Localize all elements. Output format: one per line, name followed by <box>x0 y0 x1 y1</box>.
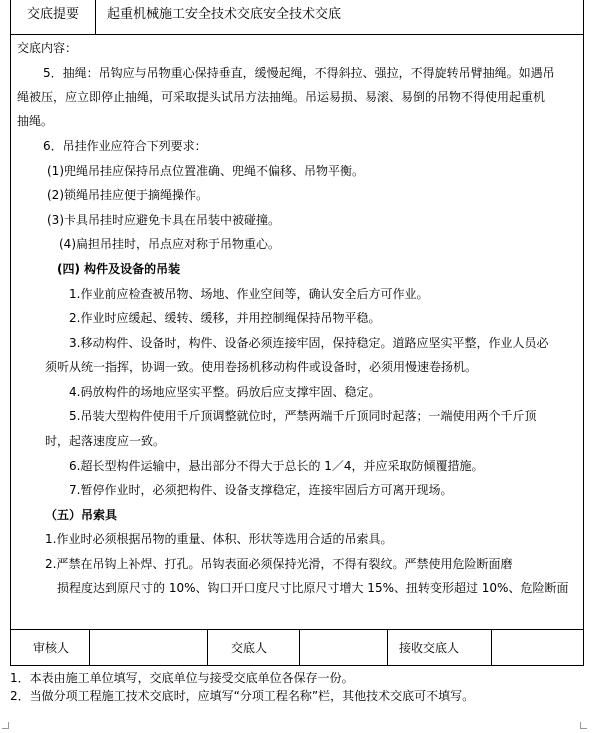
summary-title: 起重机械施工安全技术交底安全技术交底 <box>107 7 342 22</box>
page-corner-mark <box>580 722 587 729</box>
receiver-label-cell <box>387 630 492 666</box>
summary-label: 交底提要 <box>11 0 96 34</box>
receiver-signature-field[interactable] <box>491 630 583 666</box>
content-line: 1.作业时必须根据吊物的重量、体积、形状等选用合适的吊索具。 <box>45 532 393 546</box>
content-line: 1.作业前应检查被吊物、场地、作业空间等，确认安全后方可作业。 <box>69 287 429 301</box>
reviewer-label-cell <box>11 630 90 666</box>
content-line: (2)锁绳吊挂应便于摘绳操作。 <box>47 188 208 202</box>
content-line: 须听从统一指挥，协调一致。使用卷扬机移动构件或设备时，必须用慢速卷扬机。 <box>45 360 478 374</box>
page-corner-mark <box>2 722 9 729</box>
content-line: (1)兜绳吊挂应保持吊点位置准确、兜绳不偏移、吊物平衡。 <box>47 164 365 178</box>
signature-row <box>11 630 583 666</box>
content-line: 5.吊装大型构件使用千斤顶调整就位时，严禁两端千斤顶同时起落；一端使用两个千斤顶 <box>69 409 537 423</box>
content-line: 2.作业时应缓起、缓转、缓移，并用控制绳保持吊物平稳。 <box>69 311 381 325</box>
reviewer-signature-field[interactable] <box>89 630 208 666</box>
content-line: (3)卡具吊挂时应避免卡具在吊装中被碰撞。 <box>47 213 280 227</box>
footnote: 1．本表由施工单位填写，交底单位与接受交底单位各保存一份。 <box>10 671 354 685</box>
content-line: 损程度达到原尺寸的 10%、钩口开口度尺寸比原尺寸增大 15%、扭转变形超过 10%、危险断面 <box>57 581 569 595</box>
form-header-row <box>11 0 583 35</box>
content-line: 6．吊挂作业应符合下列要求： <box>43 139 207 153</box>
receiver-label: 接收交底人 <box>399 641 460 655</box>
reviewer-label: 审核人 <box>33 641 70 655</box>
content-line: 7.暂停作业时，必须把构件、设备支撑稳定，连接牢固后方可离开现场。 <box>69 483 453 497</box>
disclosure-content-cell <box>11 34 583 630</box>
content-line: 3.移动构件、设备时，构件、设备必须连接牢固，保持稳定。道路应坚实平整，作业人员必 <box>69 336 549 350</box>
section-heading: （五）吊索具 <box>45 508 118 522</box>
content-line: 2.严禁在吊钩上补焊、打孔。吊钩表面必须保持光滑，不得有裂纹。严禁使用危险断面磨 <box>45 557 513 571</box>
content-line: 时，起落速度应一致。 <box>45 434 166 448</box>
footnote: 2．当做分项工程施工技术交底时，应填写“分项工程名称”栏，其他技术交底可不填写。 <box>10 689 475 703</box>
content-line: 绳被压，应立即停止抽绳，可采取提头试吊方法抽绳。吊运易损、易滚、易倒的吊物不得使用起重机 <box>17 90 546 104</box>
section-heading: (四) 构件及设备的吊装 <box>57 262 181 276</box>
content-line: (4)扁担吊挂时，吊点应对称于吊物重心。 <box>59 237 280 251</box>
content-intro: 交底内容： <box>17 41 78 55</box>
content-line: 5．抽绳：吊钩应与吊物重心保持垂直，缓慢起绳，不得斜拉、强拉，不得旋转吊臂抽绳。如遇吊 <box>43 66 555 80</box>
presenter-label-cell <box>207 630 300 666</box>
content-line: 抽绳。 <box>17 114 54 128</box>
content-line: 6.超长型构件运输中，悬出部分不得大于总长的 1／4，并应采取防倾覆措施。 <box>69 459 484 473</box>
presenter-signature-field[interactable] <box>299 630 388 666</box>
disclosure-form-table <box>10 0 584 666</box>
content-line: 4.码放构件的场地应坚实平整。码放后应支撑牢固、稳定。 <box>69 385 381 399</box>
presenter-label: 交底人 <box>231 641 268 655</box>
